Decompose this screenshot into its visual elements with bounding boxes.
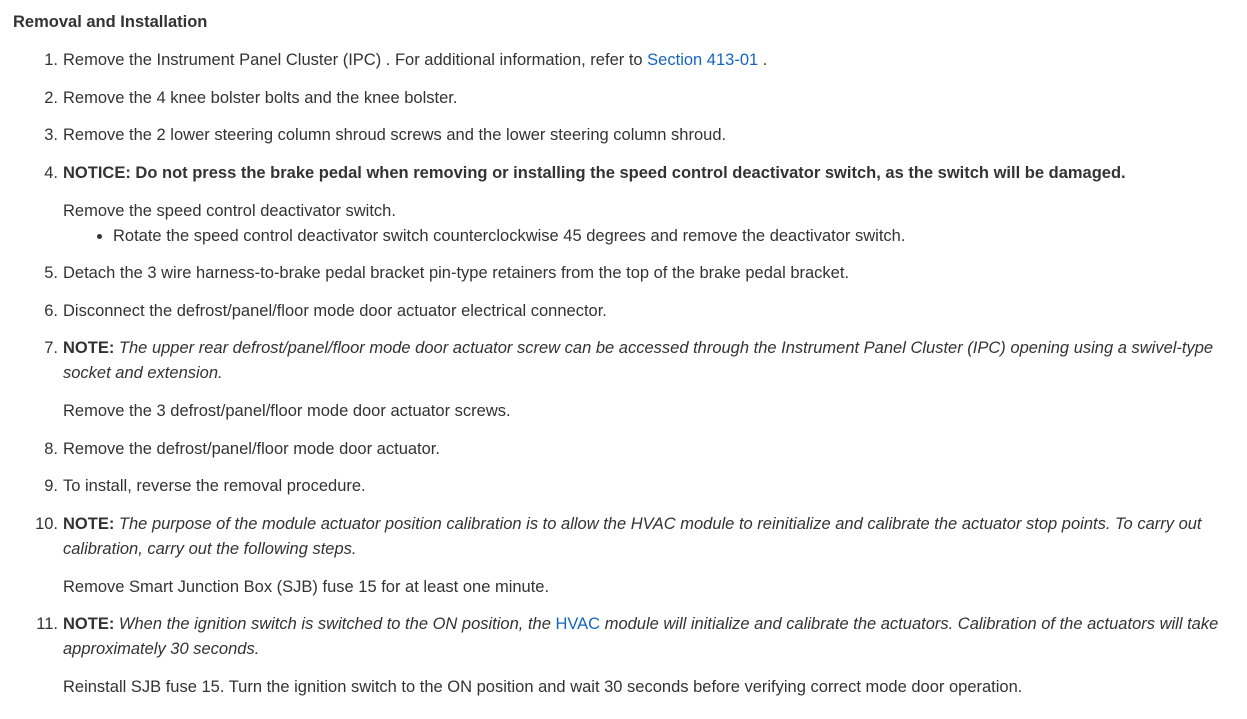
bullet-item: • Rotate the speed control deactivator switch counterclockwise 45 degrees and remove the deactivator switch.	[113, 224, 1223, 249]
hvac-link[interactable]: HVAC	[555, 615, 601, 633]
procedure-steps	[0, 48, 1223, 713]
step-text: Remove Smart Junction Box (SJB) fuse 15 for at least one minute.	[63, 577, 550, 596]
step-5: 5. Detach the 3 wire harness-to-brake pedal bracket pin-type retainers from the top of the brake pedal bracket.	[44, 264, 850, 282]
note: The upper rear defrost/panel/floor mode door actuator screw can be accessed through the Instrument Panel Cluster (IPC) opening using a swivel-type socket and extension.	[63, 339, 1214, 382]
step-7: 7. NOTE: The upper rear defrost/panel/floor mode door actuator screw can be accessed through the Instrument Panel Cluster (IPC) opening using a swivel-type socket and extension. Remove the 3 defrost/panel/floor mode door actuator screws.	[63, 336, 1223, 424]
section-413-01-link[interactable]: Section 413-01	[647, 51, 759, 69]
step-11: 11. NOTE: When the ignition switch is switched to the ON position, the HVAC module will initialize and calibrate the actuators. Calibration of the actuators will take approximately 30 seconds. Reinstall SJB fuse 15. Turn the ignition switch to the ON position and wait 30 seconds before verifying correct mode door operation.	[63, 612, 1223, 700]
step-2: 2. Remove the 4 knee bolster bolts and the knee bolster.	[44, 88, 458, 107]
step-text: Remove the 3 defrost/panel/floor mode door actuator screws.	[63, 402, 511, 420]
notice: NOTICE: Do not press the brake pedal when removing or installing the speed control deactivator switch, as the switch will be damaged.	[63, 163, 1126, 182]
step-text: Remove the speed control deactivator switch.	[63, 201, 396, 220]
step-1: 1. Remove the Instrument Panel Cluster (IPC) . For additional information, refer to Section 413-01 .	[44, 51, 768, 69]
step-text: Reinstall SJB fuse 15. Turn the ignition switch to the ON position and wait 30 seconds before verifying correct mode door operation.	[63, 678, 1023, 696]
note: The purpose of the module actuator position calibration is to allow the HVAC module to reinitialize and calibrate the actuator stop points. To carry out calibration, carry out the following steps.	[63, 514, 1202, 558]
step-9: 9. To install, reverse the removal procedure.	[44, 477, 366, 495]
step-4: 4. NOTICE: Do not press the brake pedal when removing or installing the speed control deactivator switch, as the switch will be damaged. Remove the speed control deactivator switch. • Rotate the speed control deactivator switch counterclockwise 45 degrees and remove the deactivator switch.	[63, 161, 1223, 249]
step-8: 8. Remove the defrost/panel/floor mode door actuator.	[44, 439, 440, 458]
step-3: 3. Remove the 2 lower steering column shroud screws and the lower steering column shroud.	[44, 126, 727, 144]
note: When the ignition switch is switched to the ON position, the HVAC module will initialize and calibrate the actuators. Calibration of the actuators will take approximately 30 seconds.	[63, 615, 1219, 658]
step-10: 10. NOTE: The purpose of the module actuator position calibration is to allow the HVAC module to reinitialize and calibrate the actuator stop points. To carry out calibration, carry out the following steps. Remove Smart Junction Box (SJB) fuse 15 for at least one minute.	[63, 512, 1223, 600]
step-6: 6. Disconnect the defrost/panel/floor mode door actuator electrical connector.	[44, 301, 607, 320]
section-title: Removal and Installation	[13, 13, 208, 31]
